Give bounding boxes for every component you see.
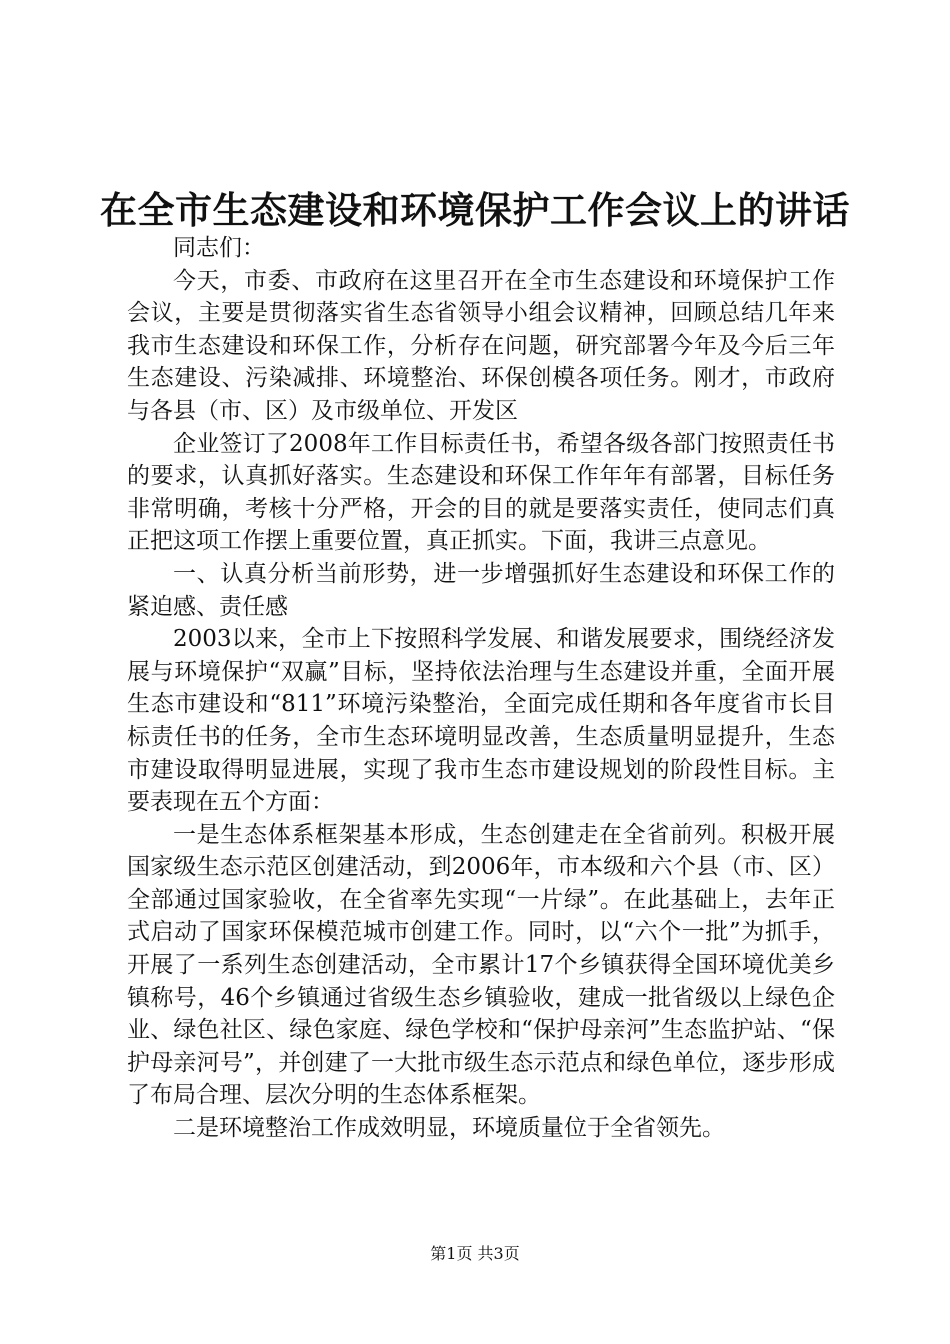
paragraph: 企业签订了2008年工作目标责任书，希望各级各部门按照责任书的要求，认真抓好落实。生态建设和环保工作年年有部署，目标任务非常明确，考核十分严格，开会的目的就是要落实责任，使同志们真正把这项工作摆上重要位置，真正抓实。下面，我讲三点意见。 (127, 430, 835, 555)
paragraph-salutation: 同志们： (173, 235, 265, 261)
paragraph: 二是环境整治工作成效明显，环境质量位于全省领先。 (173, 1115, 725, 1142)
section-heading: 一、认真分析当前形势，进一步增强抓好生态建设和环保工作的紧迫感、责任感 (127, 560, 835, 620)
paragraph: 今天，市委、市政府在这里召开在全市生态建设和环境保护工作会议，主要是贯彻落实省生态省领导小组会议精神，回顾总结几年来我市生态建设和环保工作，分析存在问题，研究部署今年及今后三年生态建设、污染减排、环境整治、环保创模各项任务。刚才，市政府与各县（市、区）及市级单位、开发区 (127, 267, 835, 424)
paragraph: 一是生态体系框架基本形成，生态创建走在全省前列。积极开展国家级生态示范区创建活动，到2006年，市本级和六个县（市、区）全部通过国家验收，在全省率先实现“一片绿”。在此基础上，去年正式启动了国家环保模范城市创建工作。同时，以“六个一批”为抓手，开展了一系列生态创建活动，全市累计17个乡镇获得全国环境优美乡镇称号，46个乡镇通过省级生态乡镇验收，建成一批省级以上绿色企业、绿色社区、绿色家庭、绿色学校和“保护母亲河”生态监护站、“保护母亲河号”，并创建了一大批市级生态示范点和绿色单位，逐步形成了布局合理、层次分明的生态体系框架。 (127, 821, 835, 1109)
paragraph: 2003以来，全市上下按照科学发展、和谐发展要求，围绕经济发展与环境保护“双赢”目标，坚持依法治理与生态建设并重，全面开展生态市建设和“811”环境污染整治，全面完成任期和各年度省市长目标责任书的任务，全市生态环境明显改善，生态质量明显提升，生态市建设取得明显进展，实现了我市生态市建设规划的阶段性目标。主要表现在五个方面： (127, 626, 835, 816)
page-number-footer: 第1页 共3页 (430, 1244, 520, 1263)
document-title: 在全市生态建设和环境保护工作会议上的讲话 (100, 188, 850, 232)
document-body (127, 232, 835, 1145)
